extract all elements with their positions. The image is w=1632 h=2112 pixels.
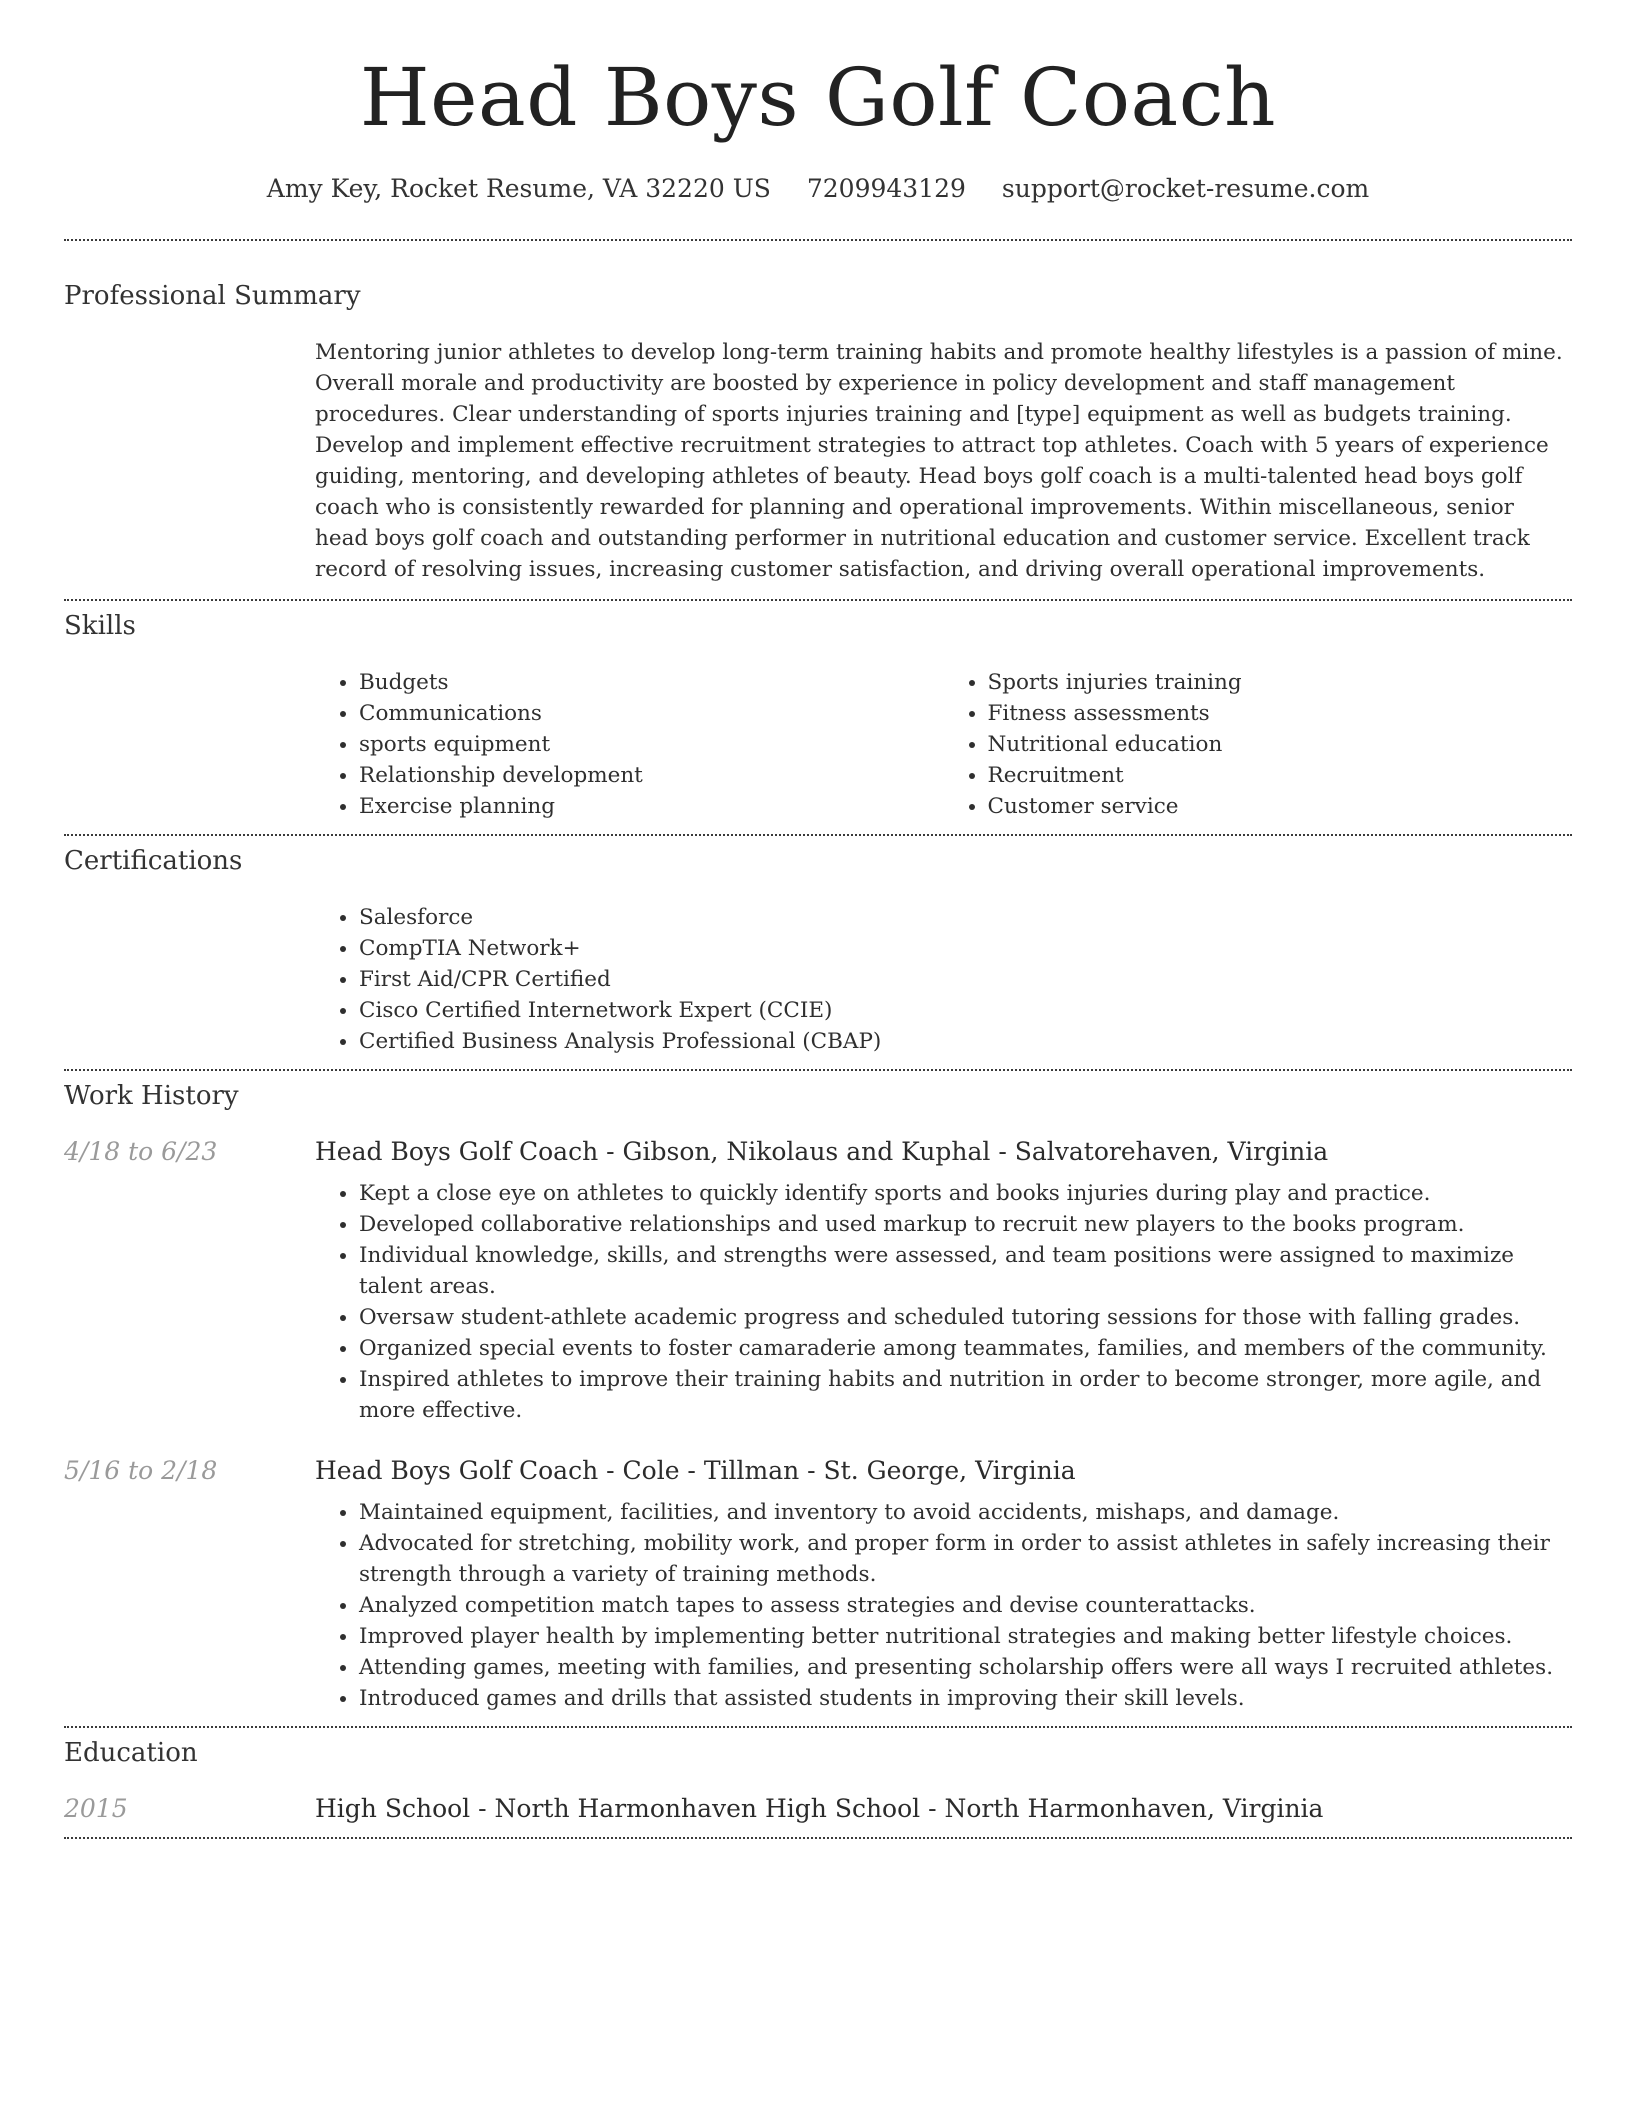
skills-list-right: [944, 667, 1573, 822]
skill-item: • Budgets: [359, 667, 944, 698]
contact-email: support@rocket-resume.com: [1001, 174, 1370, 203]
skill-item: • Fitness assessments: [988, 698, 1573, 729]
resume-page: [64, 0, 1572, 1839]
job-bullet: • Attending games, meeting with families, and presenting scholarship offers were all ways I recruited athletes.: [359, 1652, 1572, 1683]
job-bullet: • Introduced games and drills that assisted students in improving their skill levels.: [359, 1683, 1572, 1714]
education-heading: Education: [64, 1738, 198, 1768]
job-bullet: • Analyzed competition match tapes to assess strategies and devise counterattacks.: [359, 1590, 1572, 1621]
contact-address: Amy Key, Rocket Resume, VA 32220 US: [266, 174, 771, 203]
job-bullets: [315, 1497, 1572, 1714]
certifications-content: [315, 876, 1572, 1069]
certifications-heading: Certifications: [64, 846, 243, 876]
education-section: [64, 1728, 1572, 1837]
skill-item: • sports equipment: [359, 729, 944, 760]
work-history-heading: Work History: [64, 1081, 239, 1111]
certifications-section: [64, 836, 1572, 1069]
job-bullet: • Organized special events to foster camaraderie among teammates, families, and members of the community.: [359, 1333, 1572, 1364]
skills-heading: Skills: [64, 611, 136, 641]
summary-heading: Professional Summary: [64, 281, 361, 311]
job-title: Head Boys Golf Coach - Cole - Tillman - St. George, Virginia: [315, 1456, 1076, 1485]
certification-item: • CompTIA Network+: [359, 933, 1572, 964]
work-history-section: [64, 1071, 1572, 1726]
summary-text: Mentoring junior athletes to develop long-term training habits and promote healthy lifestyles is a passion of mine. Overall morale and productivity are boosted by experience in policy development and staff management procedures. Clear understanding of sports injuries training and [type] equipment as well as budgets training. Develop and implement effective recruitment strategies to attract top athletes. Coach with 5 years of experience guiding, mentoring, and developing athletes of beauty. Head boys golf coach is a multi-talented head boys golf coach who is consistently rewarded for planning and operational improvements. Within miscellaneous, senior head boys golf coach and outstanding performer in nutritional education and customer service. Excellent track record of resolving issues, increasing customer satisfaction, and driving overall operational improvements.: [315, 340, 1563, 582]
job-bullet: • Advocated for stretching, mobility work, and proper form in order to assist athletes in safely increasing their strength through a variety of training methods.: [359, 1528, 1572, 1590]
job-bullet: • Maintained equipment, facilities, and inventory to avoid accidents, mishaps, and damage.: [359, 1497, 1572, 1528]
skill-item: • Communications: [359, 698, 944, 729]
job-bullet: • Inspired athletes to improve their training habits and nutrition in order to become stronger, more agile, and more effective.: [359, 1364, 1572, 1426]
certifications-list: [315, 902, 1572, 1057]
job-bullet: • Oversaw student-athlete academic progress and scheduled tutoring sessions for those with falling grades.: [359, 1302, 1572, 1333]
job-bullets: [315, 1178, 1572, 1426]
job-entry: [64, 1456, 1572, 1714]
skill-item: • Customer service: [988, 791, 1573, 822]
contact-phone: 7209943129: [806, 174, 966, 203]
education-title: High School - North Harmonhaven High School - North Harmonhaven, Virginia: [315, 1794, 1324, 1823]
job-title: Head Boys Golf Coach - Gibson, Nikolaus and Kuphal - Salvatorehaven, Virginia: [315, 1137, 1329, 1166]
skills-grid: [315, 641, 1572, 834]
divider: [64, 1837, 1572, 1839]
job-bullet: • Kept a close eye on athletes to quickly identify sports and books injuries during play and practice.: [359, 1178, 1572, 1209]
job-bullet: • Individual knowledge, skills, and strengths were assessed, and team positions were assigned to maximize talent areas.: [359, 1240, 1572, 1302]
education-year: 2015: [64, 1794, 128, 1823]
certification-item: • Certified Business Analysis Professional (CBAP): [359, 1026, 1572, 1057]
skill-item: • Sports injuries training: [988, 667, 1573, 698]
job-bullet: • Improved player health by implementing better nutritional strategies and making better lifestyle choices.: [359, 1621, 1572, 1652]
summary-section: [64, 241, 1572, 599]
skill-item: • Recruitment: [988, 760, 1573, 791]
contact-line: [64, 174, 1572, 203]
job-dates: 5/16 to 2/18: [64, 1456, 218, 1485]
resume-title: Head Boys Golf Coach: [359, 51, 1277, 144]
job-dates: 4/18 to 6/23: [64, 1137, 218, 1166]
education-entry: [64, 1794, 1572, 1823]
skill-item: • Exercise planning: [359, 791, 944, 822]
certification-item: • First Aid/CPR Certified: [359, 964, 1572, 995]
certification-item: • Cisco Certified Internetwork Expert (CCIE): [359, 995, 1572, 1026]
certification-item: • Salesforce: [359, 902, 1572, 933]
job-entry: [64, 1137, 1572, 1426]
skills-list-left: [315, 667, 944, 822]
job-bullet: • Developed collaborative relationships and used markup to recruit new players to the books program.: [359, 1209, 1572, 1240]
skill-item: • Nutritional education: [988, 729, 1573, 760]
skills-section: [64, 601, 1572, 834]
skill-item: • Relationship development: [359, 760, 944, 791]
